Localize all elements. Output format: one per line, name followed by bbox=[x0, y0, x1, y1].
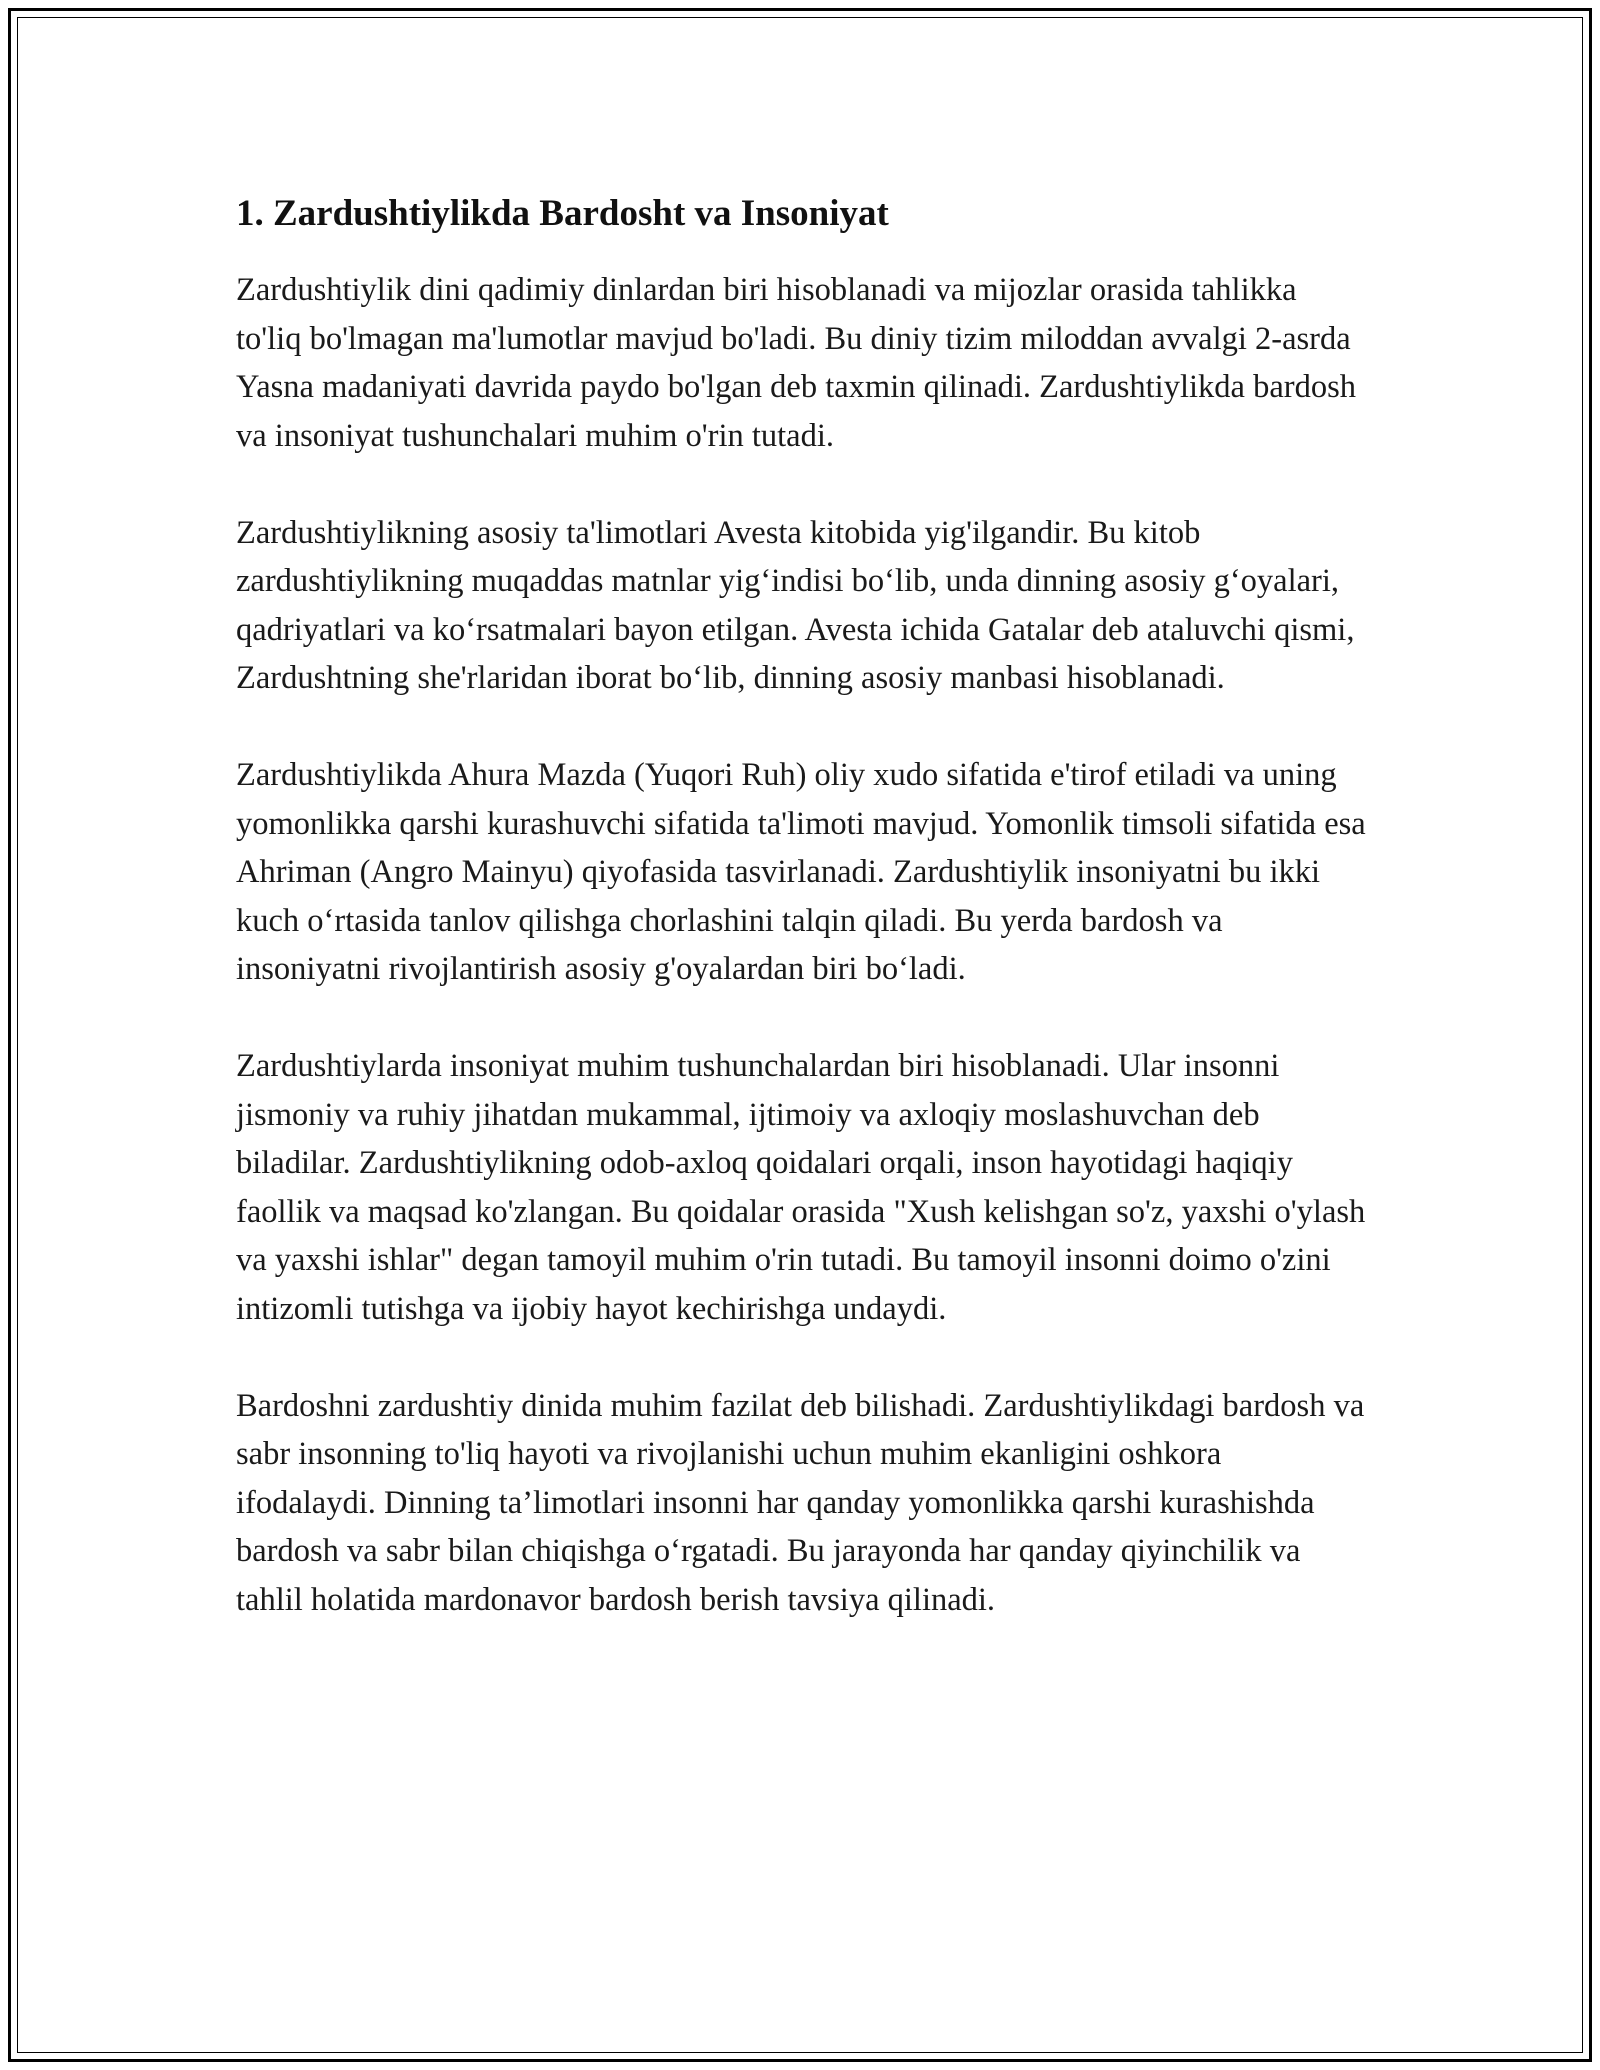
document-body bbox=[236, 188, 1366, 1673]
section-heading: 1. Zardushtiylikda Bardosht va Insoniyat bbox=[236, 193, 889, 234]
paragraph-intro: Zardushtiylik dini qadimiy dinlardan biri hisoblanadi va mijozlar orasida tahlikka to'liq bo'lmagan ma'lumotlar mavjud bo'ladi. Bu diniy tizim miloddan avvalgi 2-asrda Yasna madaniyati davrida paydo bo'lgan deb taxmin qilinadi. Zardushtiylikda bardosh va insoniyat tushunchalari muhim o'rin tutadi. bbox=[236, 272, 1356, 454]
paragraph-avesta: Zardushtiylikning asosiy ta'limotlari Avesta kitobida yig'ilgandir. Bu kitob zardushtiylikning muqaddas matnlar yig‘indisi bo‘lib, unda dinning asosiy g‘oyalari, qadriyatlari va ko‘rsatmalari bayon etilgan. Avesta ichida Gatalar deb ataluvchi qismi, Zardushtning she'rlaridan iborat bo‘lib, dinning asosiy manbasi hisoblanadi. bbox=[236, 514, 1355, 696]
paragraph-insoniyat: Zardushtiylarda insoniyat muhim tushunchalardan biri hisoblanadi. Ular insonni jismoniy va ruhiy jihatdan mukammal, ijtimoiy va axloqiy moslashuvchan deb biladilar. Zardushtiylikning odob-axloq qoidalari orqali, inson hayotidagi haqiqiy faollik va maqsad ko'zlangan. Bu qoidalar orasida "Xush kelishgan so'z, yaxshi o'ylash va yaxshi ishlar" degan tamoyil muhim o'rin tutadi. Bu tamoyil insonni doimo o'zini intizomli tutishga va ijobiy hayot kechirishga undaydi. bbox=[236, 1048, 1366, 1327]
paragraph-bardosh: Bardoshni zardushtiy dinida muhim fazilat deb bilishadi. Zardushtiylikdagi bardosh va sabr insonning to'liq hayoti va rivojlanishi uchun muhim ekanligini oshkora ifodalaydi. Dinning ta’limotlari insonni har qanday yomonlikka qarshi kurashishda bardosh va sabr bilan chiqishga o‘rgatadi. Bu jarayonda har qanday qiyinchilik va tahlil holatida mardonavor bardosh berish tavsiya qilinadi. bbox=[236, 1387, 1365, 1618]
paragraph-ahura-mazda: Zardushtiylikda Ahura Mazda (Yuqori Ruh) oliy xudo sifatida e'tirof etiladi va uning yomonlikka qarshi kurashuvchi sifatida ta'limoti mavjud. Yomonlik timsoli sifatida esa Ahriman (Angro Mainyu) qiyofasida tasvirlanadi. Zardushtiylik insoniyatni bu ikki kuch o‘rtasida tanlov qilishga chorlashini talqin qiladi. Bu yerda bardosh va insoniyatni rivojlantirish asosiy g'oyalardan biri bo‘ladi. bbox=[236, 757, 1366, 987]
